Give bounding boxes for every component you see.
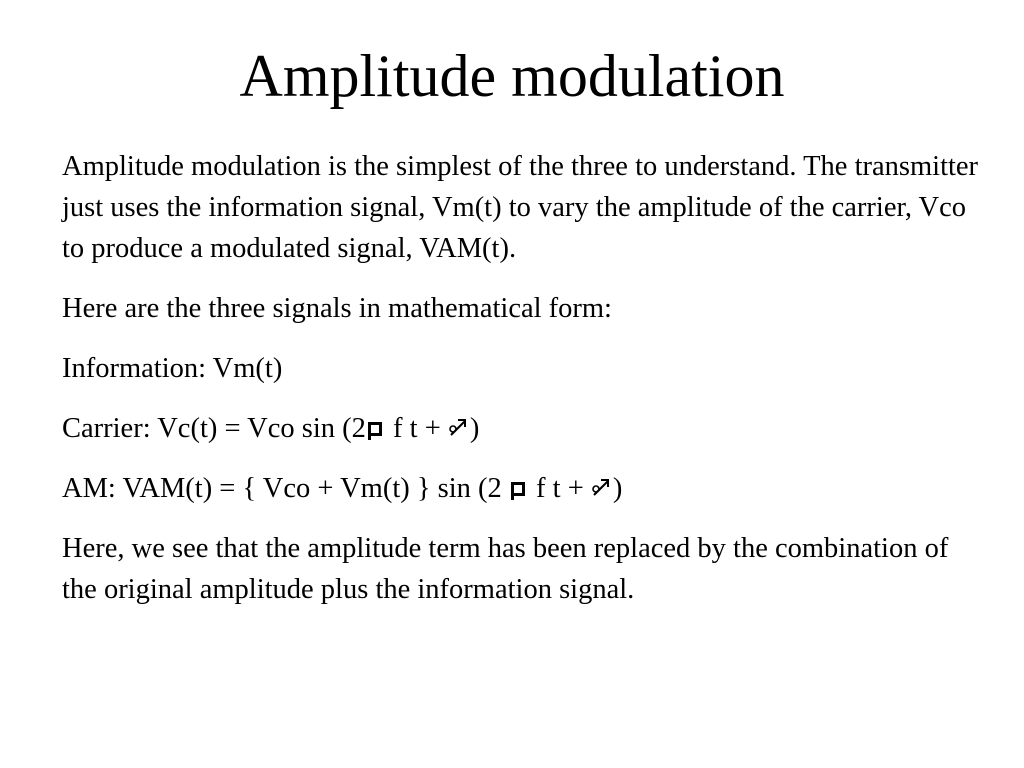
conclusion-paragraph: Here, we see that the amplitude term has been replaced by the combination of the original amplitude plus the information signal. (62, 533, 949, 605)
carrier-formula (62, 408, 982, 449)
carrier-formula-middle: f t + (385, 413, 448, 444)
signals-intro-paragraph: Here are the three signals in mathematical form: (62, 293, 612, 324)
pi-glyph-icon (511, 482, 525, 496)
slide-title: Amplitude modulation (239, 43, 785, 109)
phi-glyph-icon (591, 476, 613, 498)
carrier-formula-suffix: ) (469, 413, 480, 444)
am-formula-suffix: ) (612, 473, 623, 504)
am-formula-middle: f t + (528, 473, 591, 504)
phi-glyph-icon (448, 416, 470, 438)
am-formula (62, 468, 982, 509)
carrier-formula-prefix: Carrier: Vc(t) = Vco sin (2 (62, 413, 366, 444)
information-formula: Information: Vm(t) (62, 353, 283, 384)
am-formula-prefix: AM: VAM(t) = { Vco + Vm(t) } sin (2 (62, 473, 509, 504)
intro-paragraph: Amplitude modulation is the simplest of the three to understand. The transmitter just uses the information signal, Vm(t) to vary the amplitude of the carrier, Vco to produce a modulated signal, VAM(t). (62, 151, 979, 264)
pi-glyph-icon (368, 422, 382, 436)
slide-body (62, 146, 982, 629)
